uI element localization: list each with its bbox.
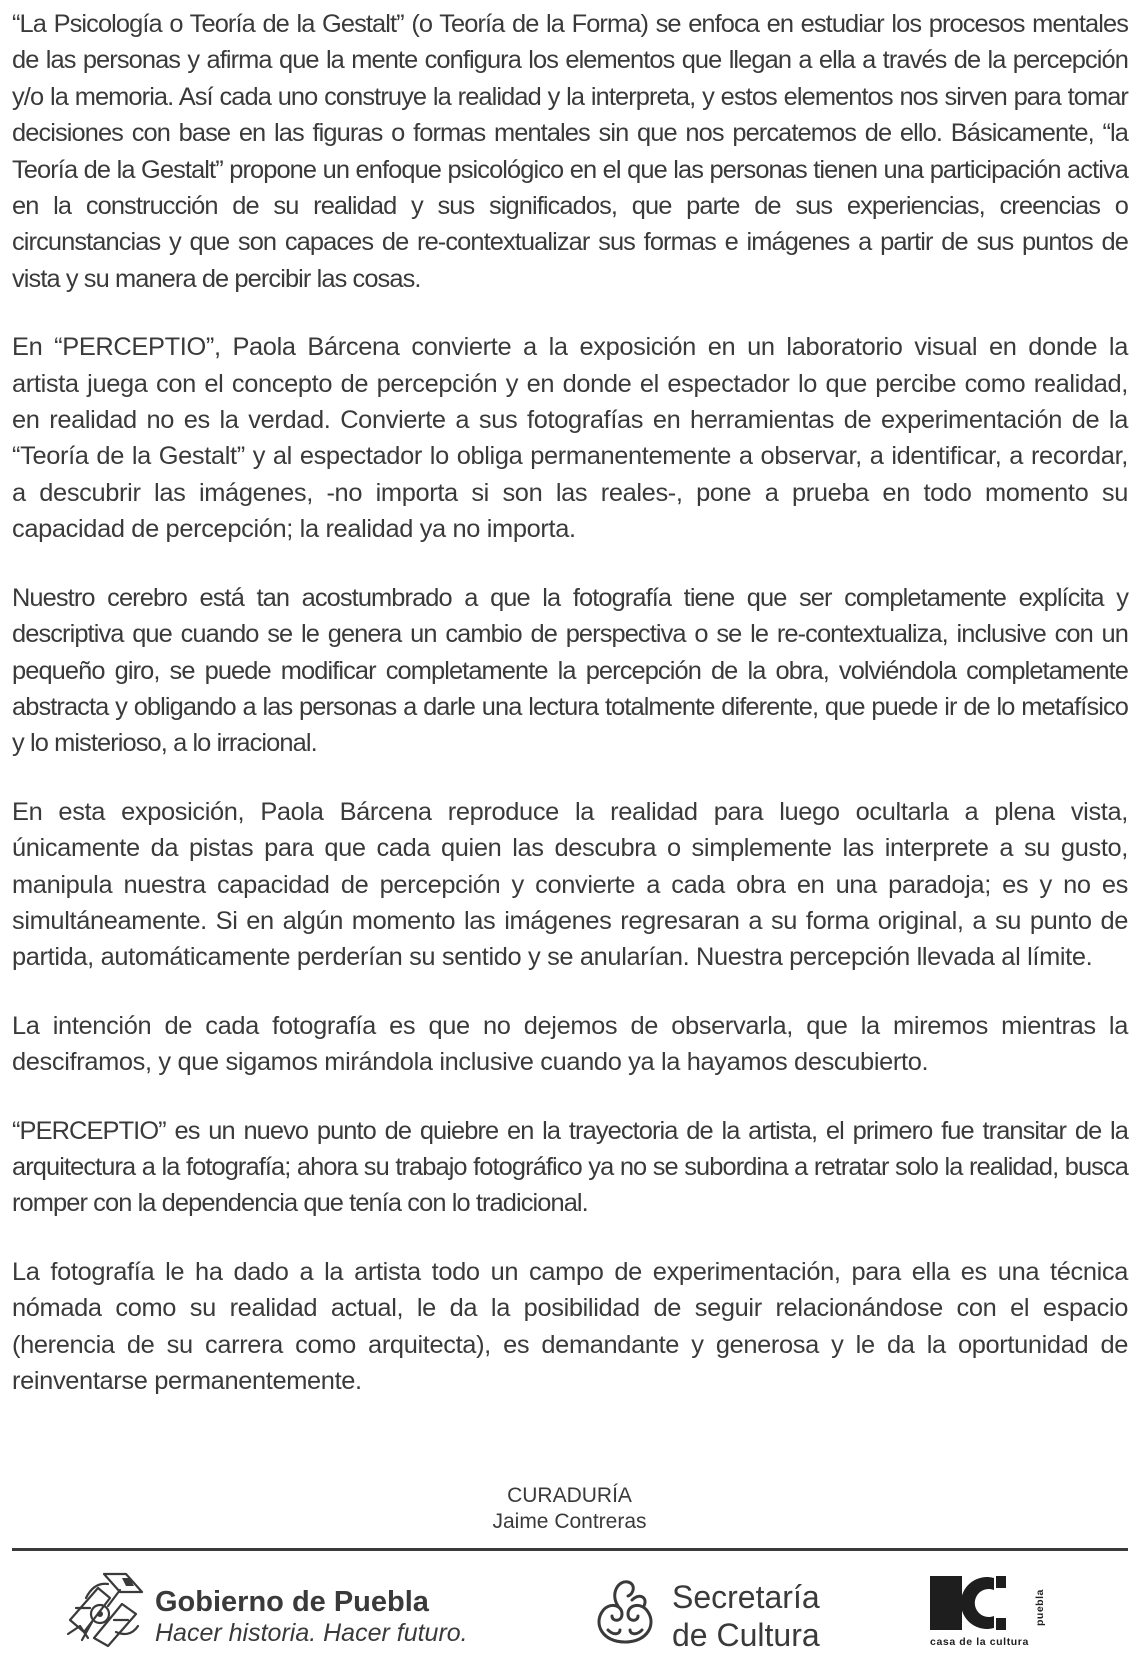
gobierno-title: Gobierno de Puebla: [155, 1586, 429, 1618]
paragraph-quiebre: “PERCEPTIO” es un nuevo punto de quiebre en la trayectoria de la artista, el primero fue transitar de la arquitectura a la fotografía; ahora su trabajo fotográfico ya no se subordina a retratar solo la realidad, busca romper con la dependencia que tenía con lo tradicional.: [12, 1116, 1128, 1218]
casa-de-la-cultura-label: casa de la cultura: [930, 1636, 1029, 1648]
paragraph-exposicion: En esta exposición, Paola Bárcena reproduce la realidad para luego ocultarla a plena vista, únicamente da pistas para que cada quien las descubra o simplemente las interprete a su gusto, manipula nuestra capacidad de percepción y convierte a cada obra en una paradoja; es y no es simultáneamente. Si en algún momento las imágenes regresaran a su forma original, a su punto de partida, automáticamente perderían su sentido y se anularían. Nuestra percepción llevada al límite.: [12, 797, 1128, 972]
secretaria-cultura-swirl-icon: [588, 1574, 662, 1653]
casa-de-la-cultura-cc-icon: [930, 1570, 1034, 1634]
gobierno-puebla-emblem-icon: [64, 1568, 146, 1653]
document-body: [12, 6, 1128, 1399]
paragraph-gestalt: “La Psicología o Teoría de la Gestalt” (o Teoría de la Forma) se enfoca en estudiar los procesos mentales de las personas y afirma que la mente configura los elementos que llegan a ella a través de la percepción y/o la memoria. Así cada uno construye la realidad y la interpreta, y estos elementos nos sirven para tomar decisiones con base en las figuras o formas mentales sin que nos percatemos de ello. Básicamente, “la Teoría de la Gestalt” propone un enfoque psicológico en el que las personas tienen una participación activa en la construcción de su realidad y sus significados, que parte de sus experiencias, creencias o circunstancias y que son capaces de re-contextualizar sus formas e imágenes a partir de sus puntos de vista y su manera de percibir las cosas.: [12, 10, 1128, 293]
secretaria-line: Secretaría: [672, 1579, 820, 1615]
curator-name: Jaime Contreras: [492, 1510, 647, 1533]
de-cultura-line: de Cultura: [672, 1617, 820, 1653]
sponsor-footer: [0, 1556, 1139, 1653]
gobierno-puebla-wordmark: [155, 1585, 468, 1647]
paragraph-intencion: La intención de cada fotografía es que no dejemos de observarla, que la miremos mientras la desciframos, y que sigamos mirándola inclusive cuando ya la hayamos descubierto.: [12, 1011, 1128, 1077]
paragraph-cerebro: Nuestro cerebro está tan acostumbrado a que la fotografía tiene que ser completamente explícita y descriptiva que cuando se le genera un cambio de perspectiva o se le re-contextualiza, inclusive con un pequeño giro, se puede modificar completamente la percepción de la obra, volviéndola completamente abstracta y obligando a las personas a darle una lectura totalmente diferente, que puede ir de lo metafísico y lo misterioso, a lo irracional.: [12, 583, 1128, 758]
secretaria-cultura-wordmark: [672, 1578, 820, 1654]
paragraph-perceptio-laboratorio: En “PERCEPTIO”, Paola Bárcena convierte a la exposición en un laboratorio visual en donde la artista juega con el concepto de percepción y en donde el espectador lo que percibe como realidad, en realidad no es la verdad. Convierte a sus fotografías en herramientas de experimentación de la “Teoría de la Gestalt” y al espectador lo obliga permanentemente a observar, a identificar, a recordar, a descubrir las imágenes, -no importa si son las reales-, pone a prueba en todo momento su capacidad de percepción; la realidad ya no importa.: [12, 333, 1128, 544]
paragraph-experimentacion: La fotografía le ha dado a la artista todo un campo de experimentación, para ella es una técnica nómada como su realidad actual, le da la posibilidad de seguir relacionándose con el espacio (herencia de su carrera como arquitecta), es demandante y generosa y le da la oportunidad de reinventarse permanentemente.: [12, 1257, 1128, 1395]
footer-divider: [12, 1548, 1128, 1551]
curaduria-label: CURADURÍA: [507, 1484, 632, 1507]
gobierno-tagline: Hacer historia. Hacer futuro.: [155, 1619, 468, 1647]
casa-puebla-label: puebla: [1034, 1589, 1046, 1626]
casa-de-la-cultura-logo: [930, 1570, 1060, 1650]
